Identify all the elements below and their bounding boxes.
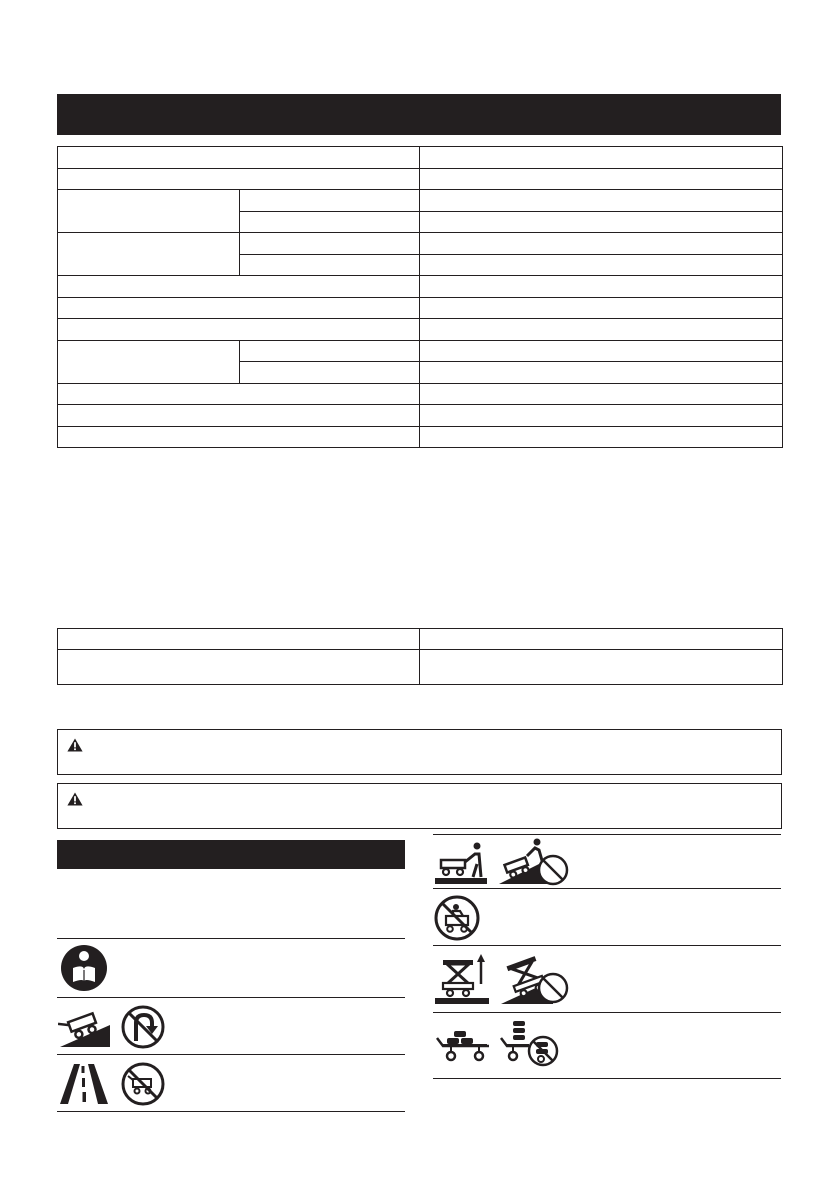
table-row bbox=[58, 147, 783, 169]
table-cell bbox=[420, 629, 783, 650]
table-cell bbox=[58, 650, 420, 685]
operator-flat-ground-icon bbox=[433, 838, 573, 886]
table-cell bbox=[58, 168, 420, 190]
no-riding-icon bbox=[433, 894, 485, 942]
warning-box bbox=[57, 783, 782, 829]
cart-on-slope-icon bbox=[58, 1003, 170, 1051]
table-cell bbox=[420, 319, 783, 341]
table-row bbox=[58, 190, 783, 212]
table-cell bbox=[58, 426, 420, 448]
table-row bbox=[58, 319, 783, 341]
table-row bbox=[58, 297, 783, 319]
table-cell bbox=[240, 254, 420, 276]
road-icon bbox=[58, 1060, 170, 1108]
table-cell bbox=[58, 340, 240, 383]
table-row bbox=[58, 650, 783, 685]
table-cell bbox=[420, 147, 783, 169]
warning-triangle-icon bbox=[67, 792, 83, 806]
section-header-bar bbox=[57, 94, 781, 135]
table-cell bbox=[58, 383, 420, 405]
table-cell bbox=[420, 426, 783, 448]
table-row bbox=[58, 340, 783, 362]
table-cell bbox=[58, 629, 420, 650]
divider bbox=[433, 888, 781, 889]
table-cell bbox=[58, 147, 420, 169]
warning-triangle-icon bbox=[67, 738, 83, 752]
divider bbox=[433, 1012, 781, 1013]
no-u-turn-icon bbox=[123, 1007, 163, 1047]
table-row bbox=[58, 426, 783, 448]
table-cell bbox=[420, 254, 783, 276]
read-manual-icon bbox=[60, 944, 112, 992]
table-cell bbox=[58, 276, 420, 298]
table-cell bbox=[240, 233, 420, 255]
table-cell bbox=[420, 362, 783, 384]
table-cell bbox=[58, 319, 420, 341]
no-cart-on-road-icon bbox=[123, 1064, 163, 1104]
table-cell bbox=[420, 168, 783, 190]
table-row bbox=[58, 168, 783, 190]
table-cell bbox=[58, 233, 240, 276]
secondary-table bbox=[57, 628, 783, 685]
table-cell bbox=[240, 340, 420, 362]
table-cell bbox=[240, 362, 420, 384]
table-cell bbox=[420, 233, 783, 255]
table-row bbox=[58, 233, 783, 255]
table-cell bbox=[420, 383, 783, 405]
table-cell bbox=[420, 211, 783, 233]
symbols-section-header bbox=[57, 840, 405, 869]
no-operator-on-slope-icon bbox=[499, 839, 567, 885]
table-cell bbox=[58, 405, 420, 427]
table-row bbox=[58, 383, 783, 405]
divider bbox=[57, 997, 405, 998]
divider bbox=[433, 945, 781, 946]
table-row bbox=[58, 276, 783, 298]
no-stacked-load-icon bbox=[501, 1021, 557, 1065]
table-cell bbox=[420, 340, 783, 362]
table-cell bbox=[420, 297, 783, 319]
table-cell bbox=[58, 297, 420, 319]
specifications-table bbox=[57, 146, 783, 448]
no-raised-load-on-slope-icon bbox=[501, 956, 567, 1004]
table-cell bbox=[420, 650, 783, 685]
table-cell bbox=[420, 405, 783, 427]
table-cell bbox=[420, 276, 783, 298]
table-cell bbox=[240, 190, 420, 212]
table-cell bbox=[240, 211, 420, 233]
divider bbox=[57, 938, 405, 939]
divider bbox=[57, 1111, 405, 1112]
divider bbox=[57, 1054, 405, 1055]
table-cell bbox=[58, 190, 240, 233]
divider bbox=[433, 834, 781, 835]
table-row bbox=[58, 629, 783, 650]
flat-load-icon bbox=[433, 1018, 573, 1070]
raised-load-icon bbox=[433, 950, 573, 1006]
table-row bbox=[58, 405, 783, 427]
warning-box bbox=[57, 729, 782, 775]
table-cell bbox=[420, 190, 783, 212]
divider bbox=[433, 1078, 781, 1079]
